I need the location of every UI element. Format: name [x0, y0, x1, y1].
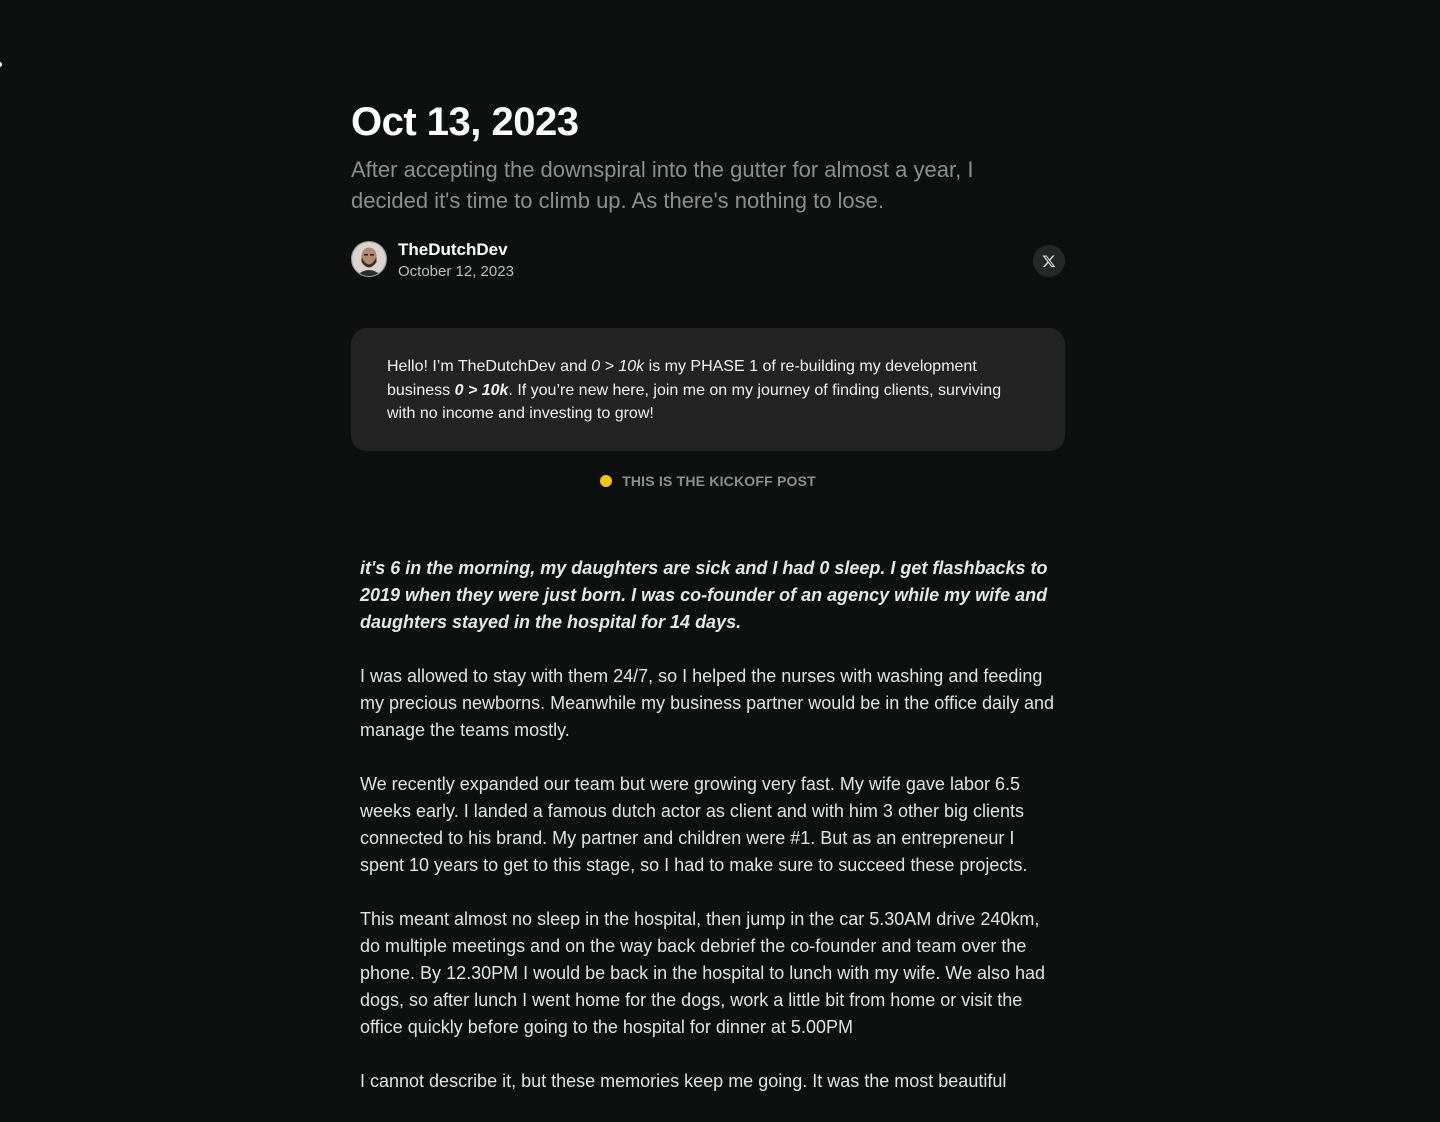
- intro-emphasis-bold: 0 > 10k: [454, 381, 509, 399]
- publish-date: October 12, 2023: [398, 263, 514, 280]
- article-paragraph: I cannot describe it, but these memories keep me going. It was the most beautiful: [360, 1071, 1007, 1091]
- x-logo-icon: [1042, 254, 1056, 268]
- article-paragraph: We recently expanded our team but were growing very fast. My wife gave labor 6.5 weeks early. I landed a famous dutch actor as client and with him 3 other big clients connected to his brand. My partner and children were #1. But as an entrepreneur I spent 10 years to get to this stage, so I had to make sure to succeed these projects.: [360, 774, 1028, 875]
- kickoff-label: THIS IS THE KICKOFF POST: [622, 473, 816, 489]
- avatar[interactable]: [351, 241, 387, 277]
- avatar-photo-icon: [352, 242, 386, 276]
- article-lead-paragraph: it's 6 in the morning, my daughters are sick and I had 0 sleep. I get flashbacks to 2019 when they were just born. I was co-founder of an agency while my wife and daughters stayed in the hospital for 14 days.: [360, 558, 1048, 632]
- author-name[interactable]: TheDutchDev: [398, 240, 508, 259]
- edge-indicator: [0, 62, 2, 67]
- intro-text: Hello! I’m TheDutchDev and: [387, 358, 592, 375]
- intro-card: [351, 328, 1065, 451]
- intro-text: . If you’re new here, join me on my journey of finding clients, surviving with no income and investing to grow!: [387, 381, 1002, 422]
- article-paragraph: This meant almost no sleep in the hospital, then jump in the car 5.30AM drive 240km, do multiple meetings and on the way back debrief the co-founder and team over the phone. By 12.30PM I would be back in the hospital to lunch with my wife. We also had dogs, so after lunch I went home for the dogs, work a little bit from home or visit the office quickly before going to the hospital for dinner at 5.00PM: [360, 909, 1046, 1037]
- share-x-button[interactable]: [1033, 245, 1065, 277]
- post-subtitle: After accepting the downspiral into the gutter for almost a year, I decided it's time to climb up. As there's nothing to lose.: [351, 157, 974, 213]
- intro-text: is my PHASE 1 of re-building my development business: [387, 358, 977, 399]
- intro-emphasis: 0 > 10k: [591, 358, 645, 375]
- author-row: [351, 240, 1065, 284]
- article-body: [360, 555, 1060, 1122]
- article-paragraph: I was allowed to stay with them 24/7, so I helped the nurses with washing and feeding my precious newborns. Meanwhile my business partner would be in the office daily and manage the teams mostly.: [360, 666, 1055, 740]
- kickoff-badge: [351, 472, 1065, 490]
- post-title: Oct 13, 2023: [351, 100, 579, 144]
- status-dot-icon: [600, 475, 612, 487]
